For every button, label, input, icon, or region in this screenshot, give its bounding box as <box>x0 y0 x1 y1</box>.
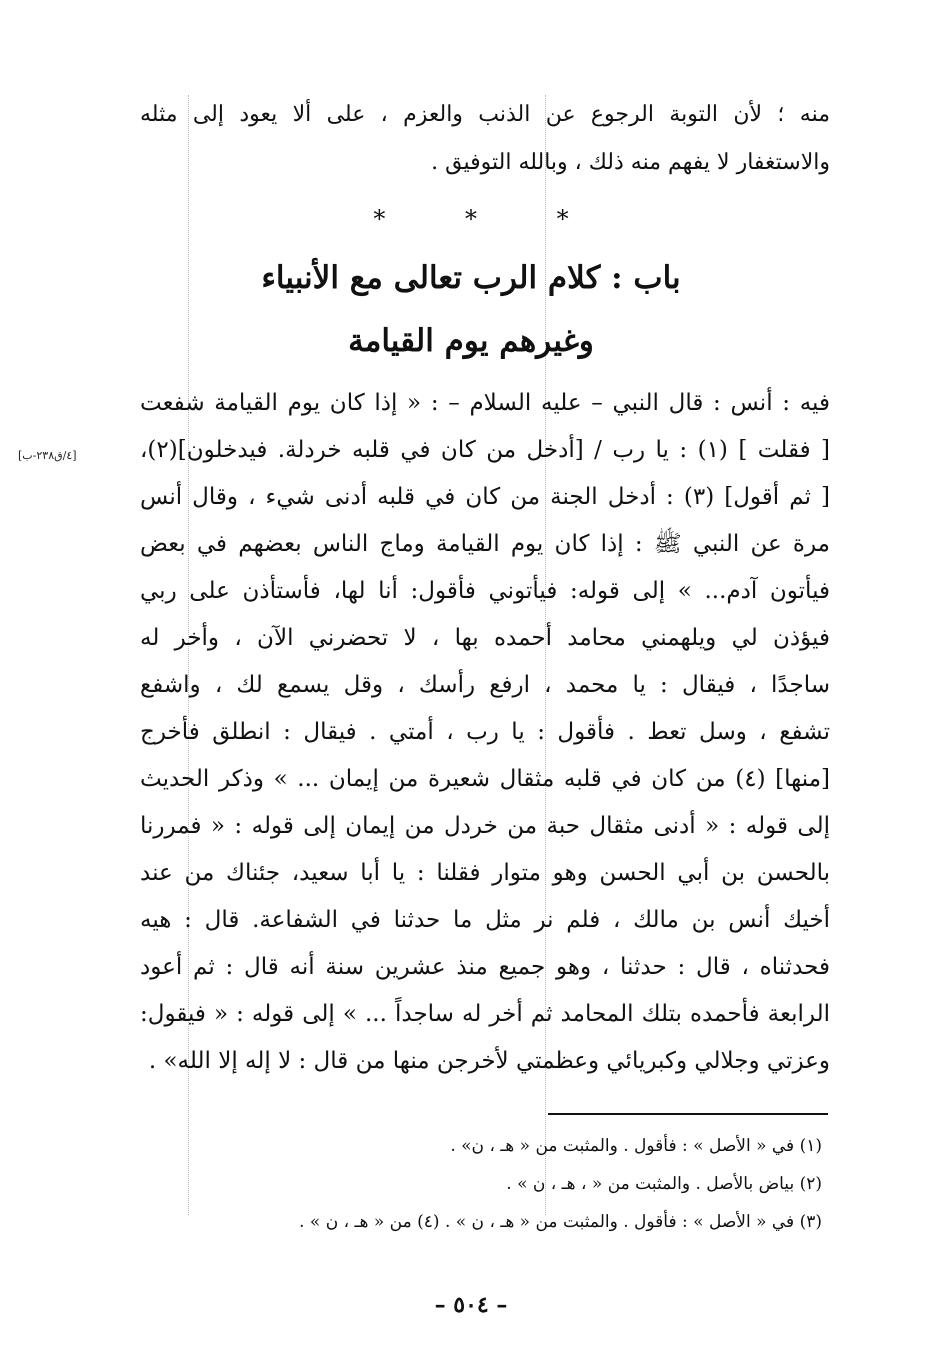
body-line: وعزتي وجلالي وكبريائي وعظمتي لأخرجن منها من قال : لا إله إلا الله» . <box>148 1048 830 1074</box>
footnote: (١) في « الأصل » : فأقول . والمثبت من « هـ ، ن» . <box>450 1136 822 1156</box>
body-line: ساجدًا ، فيقال : يا محمد ، ارفع رأسك ، وقل يسمع لك ، واشفع <box>140 672 830 698</box>
body-line: مرة عن النبي ﷺ : إذا كان يوم القيامة وماج الناس بعضهم في بعض <box>140 531 830 557</box>
separator-star: * <box>556 205 569 233</box>
body-line: فيه : أنس : قال النبي – عليه السلام – : « إذا كان يوم القيامة شفعت <box>140 390 830 416</box>
section-separator <box>0 205 942 233</box>
body-line: أخيك أنس بن مالك ، فلم نر مثل ما حدثنا في الشفاعة. قال : هيه <box>140 907 830 933</box>
body-line: [ فقلت ] (١) : يا رب / [أدخل من كان في قلبه خردلة. فيدخلون](٢)، <box>140 437 830 463</box>
manuscript-folio-ref: [٤/ق٢٣٨-ب] <box>18 449 77 462</box>
body-line: [منها] (٤) من كان في قلبه مثقال شعيرة من إيمان ... » وذكر الحديث <box>140 766 830 792</box>
chapter-subtitle: وغيرهم يوم القيامة <box>348 323 594 359</box>
page-number: – ٥٠٤ – <box>434 1292 508 1318</box>
footnote-divider <box>548 1113 828 1115</box>
body-line: الرابعة فأحمده بتلك المحامد ثم أخر له ساجداً ... » إلى قوله : « فيقول: <box>140 1001 830 1027</box>
footnote: (٢) بياض بالأصل . والمثبت من « ، هـ ، ن » . <box>506 1174 822 1194</box>
separator-star: * <box>465 205 477 233</box>
chapter-title: باب : كلام الرب تعالى مع الأنبياء <box>261 260 681 296</box>
intro-line: منه ؛ لأن التوبة الرجوع عن الذنب والعزم ، على ألا يعود إلى مثله <box>140 102 830 127</box>
separator-star: * <box>373 205 386 233</box>
body-line: فحدثناه ، قال : حدثنا ، وهو جميع منذ عشرين سنة أنه قال : ثم أعود <box>140 954 830 980</box>
body-line: فيؤذن لي ويلهمني محامد أحمده بها ، لا تحضرني الآن ، وأخر له <box>140 625 830 651</box>
intro-line: والاستغفار لا يفهم منه ذلك ، وبالله التوفيق . <box>431 150 830 175</box>
body-line: بالحسن بن أبي الحسن وهو متوار فقلنا : يا أبا سعيد، جئناك من عند <box>140 860 830 886</box>
body-line: إلى قوله : « أدنى مثقال حبة من خردل من إيمان إلى قوله : « فمررنا <box>140 813 830 839</box>
body-line: [ ثم أقول] (٣) : أدخل الجنة من كان في قلبه أدنى شيء ، وقال أنس <box>140 484 831 510</box>
footnote: (٣) في « الأصل » : فأقول . والمثبت من « هـ ، ن » . (٤) من « هـ ، ن » . <box>299 1212 822 1232</box>
body-line: تشفع ، وسل تعط . فأقول : يا رب ، أمتي . فيقال : انطلق فأخرج <box>140 719 830 745</box>
body-line: فيأتون آدم... » إلى قوله: فيأتوني فأقول: أنا لها، فأستأذن على ربي <box>140 578 830 604</box>
